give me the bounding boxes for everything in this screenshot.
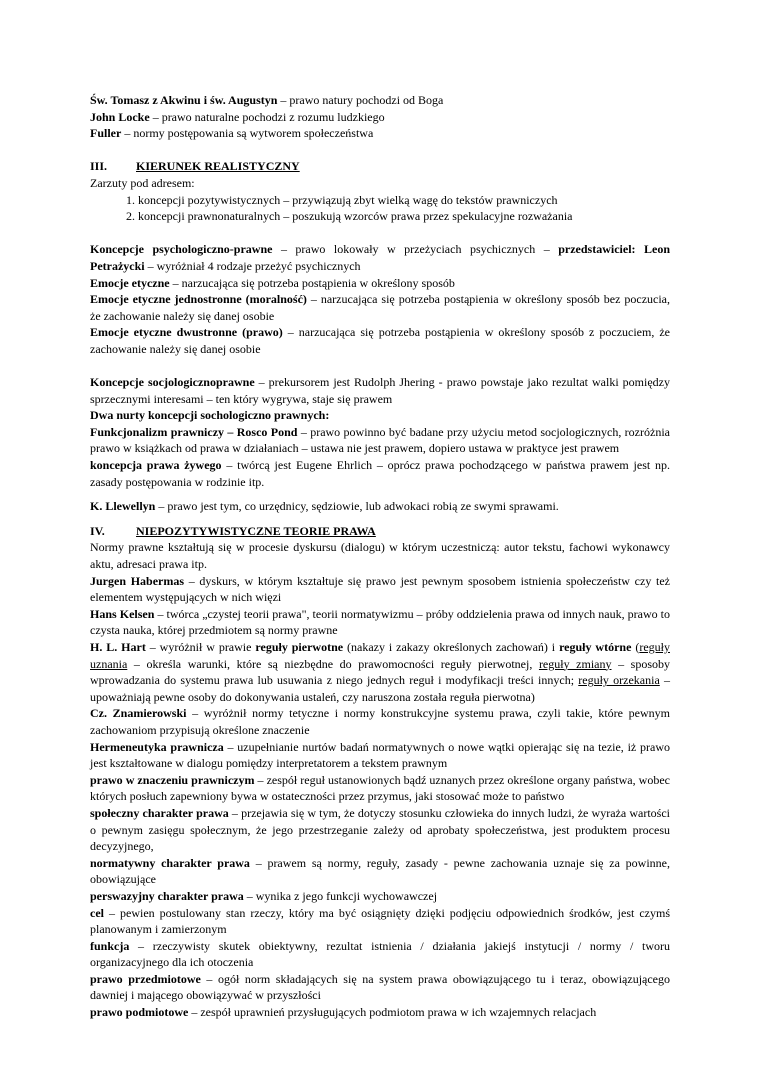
paragraph-hart: H. L. Hart – wyróżnił w prawie reguły pierwotne (nakazy i zakazy określonych zachowań) i reguły wtórne (reguły uznania – określa warunki, które są niezbędne do prawomocności reguły pierwotnej, reguły zmiany – sposoby wprowadzania do systemu prawa lub usuwania z niego jednych reguł i modyfikacji treści innych; reguły orzekania – upoważniają pewne osoby do dokonywania ustaleń, czy naruszona została reguła pierwotna) xyxy=(90,640,671,704)
section-heading-nonpositivist: IV. NIEPOZYTYWISTYCZNE TEORIE PRAWA xyxy=(90,523,376,538)
intro-line: John Locke – prawo naturalne pochodzi z rozumu ludzkiego xyxy=(90,109,385,124)
intro-line: Fuller – normy postępowania są wytworem społeczeństwa xyxy=(90,126,374,141)
paragraph-legal-meaning: prawo w znaczeniu prawniczym – zespół reguł ustanowionych bądź uznanych przez określone organy państwa, wobec których posłuch zapewniony bywa w ostateczności przez przymus, jaki stosować może to państwo xyxy=(90,772,670,804)
paragraph-psychological: Koncepcje psychologiczno-prawne – prawo lokowały w przeżyciach psychicznych – przedstawiciel: Leon Petrażycki – wyróżniał 4 rodzaje przeżyć psychicznych xyxy=(90,242,671,273)
paragraph-social-character: społeczny charakter prawa – przejawia się w tym, że dotyczy stosunku człowieka do innych ludzi, że wyraża wartości o pewnym zasięgu społecznym, że jego przestrzeganie zależy od aprobaty społeczeństwa, jest produktem procesu decyzyjnego, xyxy=(90,805,670,854)
paragraph-living-law: koncepcja prawa żywego – twórcą jest Eugene Ehrlich – oprócz prawa pochodzącego w państwa prawem jest np. zasady postępowania w rodzinie itp. xyxy=(90,458,670,489)
document-page xyxy=(90,92,670,1021)
paragraph-emotions-one-sided: Emocje etyczne jednostronne (moralność) – narzucająca się potrzeba postąpienia w określony sposób bez poczucia, że zachowanie należy się danej osobie xyxy=(90,292,671,323)
list-item: 1. koncepcji pozytywistycznych – przywiązują zbyt wielką wagę do tekstów prawniczych xyxy=(138,192,670,209)
paragraph-two-streams: Dwa nurty koncepcji sochologiczno prawnych: xyxy=(90,408,330,423)
paragraph-persuasive-character: perswazyjny charakter prawa – wynika z jego funkcji wychowawczej xyxy=(90,888,438,903)
paragraph-subjective-law: prawo podmiotowe – zespół uprawnień przysługujących podmiotom prawa w ich wzajemnych relacjach xyxy=(90,1005,597,1020)
zarzuty-label: Zarzuty pod adresem: xyxy=(90,175,195,190)
paragraph-objective-law: prawo przedmiotowe – ogół norm składających się na system prawa obowiązującego tu i teraz, obowiązującego dawniej i mającego obowiązywać w przyszłości xyxy=(90,971,671,1003)
paragraph-kelsen: Hans Kelsen – twórca „czystej teorii prawa", teorii normatywizmu – próby oddzielenia prawa od innych nauk, prawo to czysta nauka, której przedmiotem są normy prawne xyxy=(90,606,671,638)
paragraph-sociological: Koncepcje socjologicznoprawne – prekursorem jest Rudolph Jhering - prawo powstaje jako rezultat walki pomiędzy sprzecznymi interesami – ten który wygrywa, staje się prawem xyxy=(90,375,671,406)
paragraph-znamierowski: Cz. Znamierowski – wyróżnił normy tetyczne i normy konstrukcyjne systemu prawa, czyli takie, które pewnym zachowaniom przypisują określone znaczenie xyxy=(90,706,670,737)
paragraph-habermas: Jurgen Habermas – dyskurs, w którym kształtuje się prawo jest pewnym sposobem istnienia społeczeństw czy też elementem występujących w nich więzi xyxy=(90,573,671,605)
paragraph-functionalism: Funkcjonalizm prawniczy – Rosco Pond – prawo powinno być badane przy użyciu metod socjologicznych, rozróżnia prawo w książkach od prawa w działaniach – ustawa nie jest prawem, dopiero ustawa w praktyce jest prawem xyxy=(90,424,670,456)
paragraph-goal: cel – pewien postulowany stan rzeczy, który ma być osiągnięty dzięki podjęciu odpowiednich środków, jest czymś planowanym i zamierzonym xyxy=(90,905,670,937)
paragraph-emotions: Emocje etyczne – narzucająca się potrzeba postąpienia w określony sposób xyxy=(90,275,455,290)
intro-line: Św. Tomasz z Akwinu i św. Augustyn – prawo natury pochodzi od Boga xyxy=(90,93,444,107)
paragraph-function: funkcja – rzeczywisty skutek obiektywny, rezultat istnienia / działania jakiejś instytucji / normy / tworu organizacyjnego dla ich otoczenia xyxy=(90,938,670,970)
paragraph-emotions-two-sided: Emocje etyczne dwustronne (prawo) – narzucająca się potrzeba postąpienia w określony sposób z poczuciem, że zachowanie należy się danej osobie xyxy=(90,325,671,356)
paragraph-norms-discourse: Normy prawne kształtują się w procesie dyskursu (dialogu) w którym uczestniczą: autor tekstu, fachowi wykonawcy aktu, adresaci prawa itp. xyxy=(90,540,670,572)
paragraph-llewellyn: K. Llewellyn – prawo jest tym, co urzędnicy, sędziowie, lub adwokaci robią ze swymi sprawami. xyxy=(90,499,559,514)
zarzuty-list xyxy=(90,192,670,225)
paragraph-hermeneutics: Hermeneutyka prawnicza – uzupełnianie nurtów badań normatywnych o nowe wątki opierając się na tezie, iż prawo jest kształtowane w dialogu pomiędzy interpretatorem a tekstem prawnym xyxy=(90,739,670,771)
section-heading-realist: III. KIERUNEK REALISTYCZNY xyxy=(90,159,300,174)
paragraph-normative-character: normatywny charakter prawa – prawem są normy, reguły, zasady - pewne zachowania uznaje się za powinne, obowiązujące xyxy=(90,855,670,887)
list-item: 2. koncepcji prawnonaturalnych – poszukują wzorców prawa przez spekulacyjne rozważania xyxy=(138,208,670,225)
